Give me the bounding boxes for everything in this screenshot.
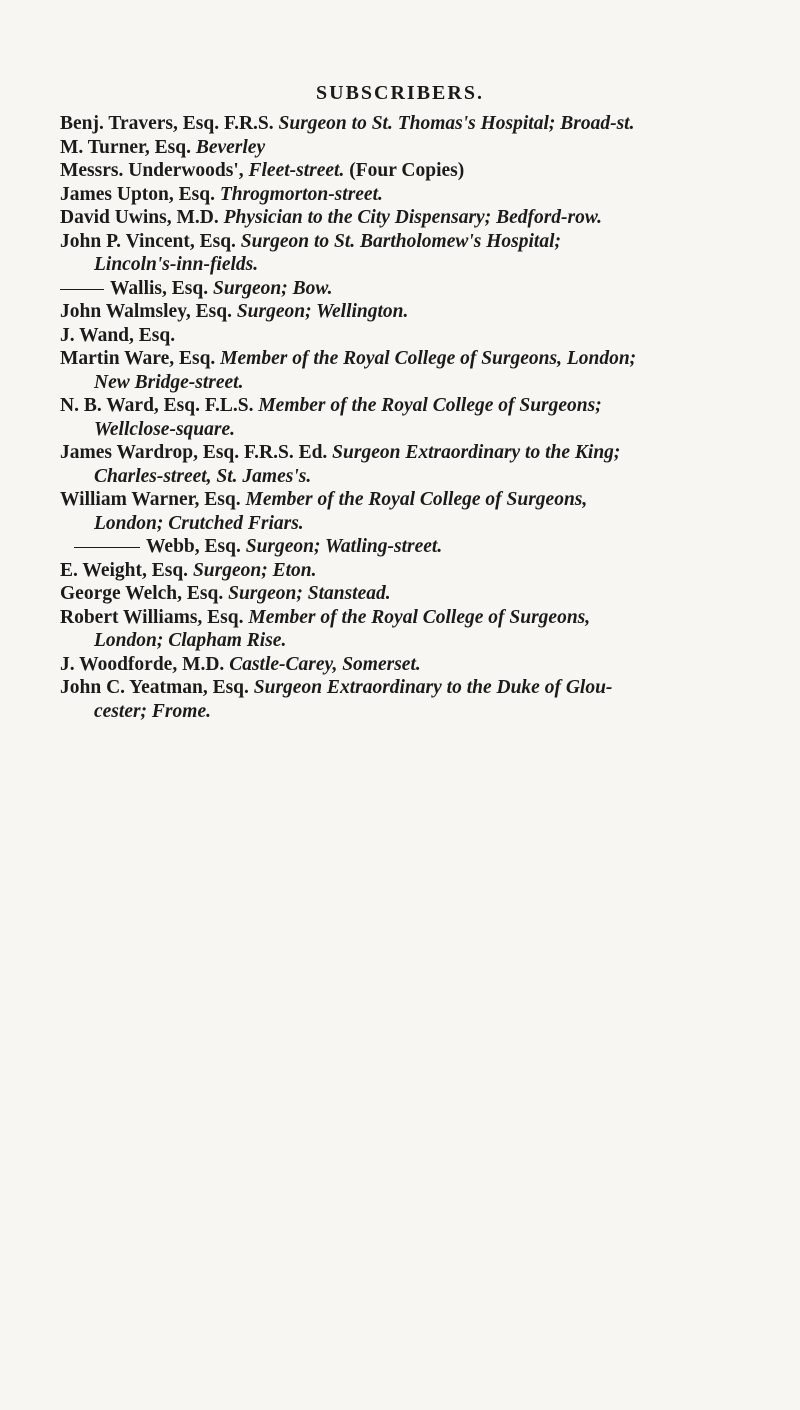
- list-item: Webb, Esq. Surgeon; Watling-street.: [60, 535, 760, 559]
- list-item: David Uwins, M.D. Physician to the City Dispensary; Bedford-row.: [60, 207, 603, 228]
- list-item-continuation: Charles-street, St. James's.: [94, 465, 312, 487]
- subscriber-list: [60, 112, 760, 723]
- list-item: John C. Yeatman, Esq. Surgeon Extraordinary to the Duke of Glou-: [60, 677, 613, 698]
- list-item: J. Woodforde, M.D. Castle-Carey, Somerset.: [60, 653, 421, 675]
- list-item: Benj. Travers, Esq. F.R.S. Surgeon to St. Thomas's Hospital; Broad-st.: [60, 113, 635, 134]
- list-item: M. Turner, Esq. Beverley: [60, 136, 266, 158]
- list-item-continuation: cester; Frome.: [94, 700, 211, 722]
- list-item: James Upton, Esq. Throgmorton-street.: [60, 183, 383, 205]
- list-item: Martin Ware, Esq. Member of the Royal College of Surgeons, London;: [60, 348, 637, 369]
- list-item-continuation: London; Crutched Friars.: [94, 512, 304, 534]
- list-item: Wallis, Esq. Surgeon; Bow.: [60, 277, 760, 301]
- list-item: E. Weight, Esq. Surgeon; Eton.: [60, 559, 317, 581]
- list-item: J. Wand, Esq.: [60, 324, 176, 346]
- list-item: James Wardrop, Esq. F.R.S. Ed. Surgeon Extraordinary to the King;: [60, 442, 621, 463]
- list-item-continuation: Lincoln's-inn-fields.: [94, 254, 259, 275]
- list-item: John Walmsley, Esq. Surgeon; Wellington.: [60, 301, 409, 322]
- list-item: Robert Williams, Esq. Member of the Royal College of Surgeons,: [60, 606, 591, 628]
- list-item-continuation: New Bridge-street.: [94, 371, 244, 393]
- list-item: George Welch, Esq. Surgeon; Stanstead.: [60, 583, 391, 604]
- list-item-continuation: London; Clapham Rise.: [94, 630, 287, 651]
- list-item-continuation: Wellclose-square.: [94, 418, 235, 440]
- list-item: N. B. Ward, Esq. F.L.S. Member of the Royal College of Surgeons;: [60, 395, 602, 416]
- name-dash: [60, 289, 104, 290]
- list-item: Messrs. Underwoods', Fleet-street. (Four Copies): [60, 160, 465, 181]
- list-item: John P. Vincent, Esq. Surgeon to St. Bartholomew's Hospital;: [60, 230, 561, 252]
- list-item: William Warner, Esq. Member of the Royal College of Surgeons,: [60, 489, 588, 510]
- page-heading: SUBSCRIBERS.: [316, 82, 484, 104]
- name-dash: [74, 547, 140, 548]
